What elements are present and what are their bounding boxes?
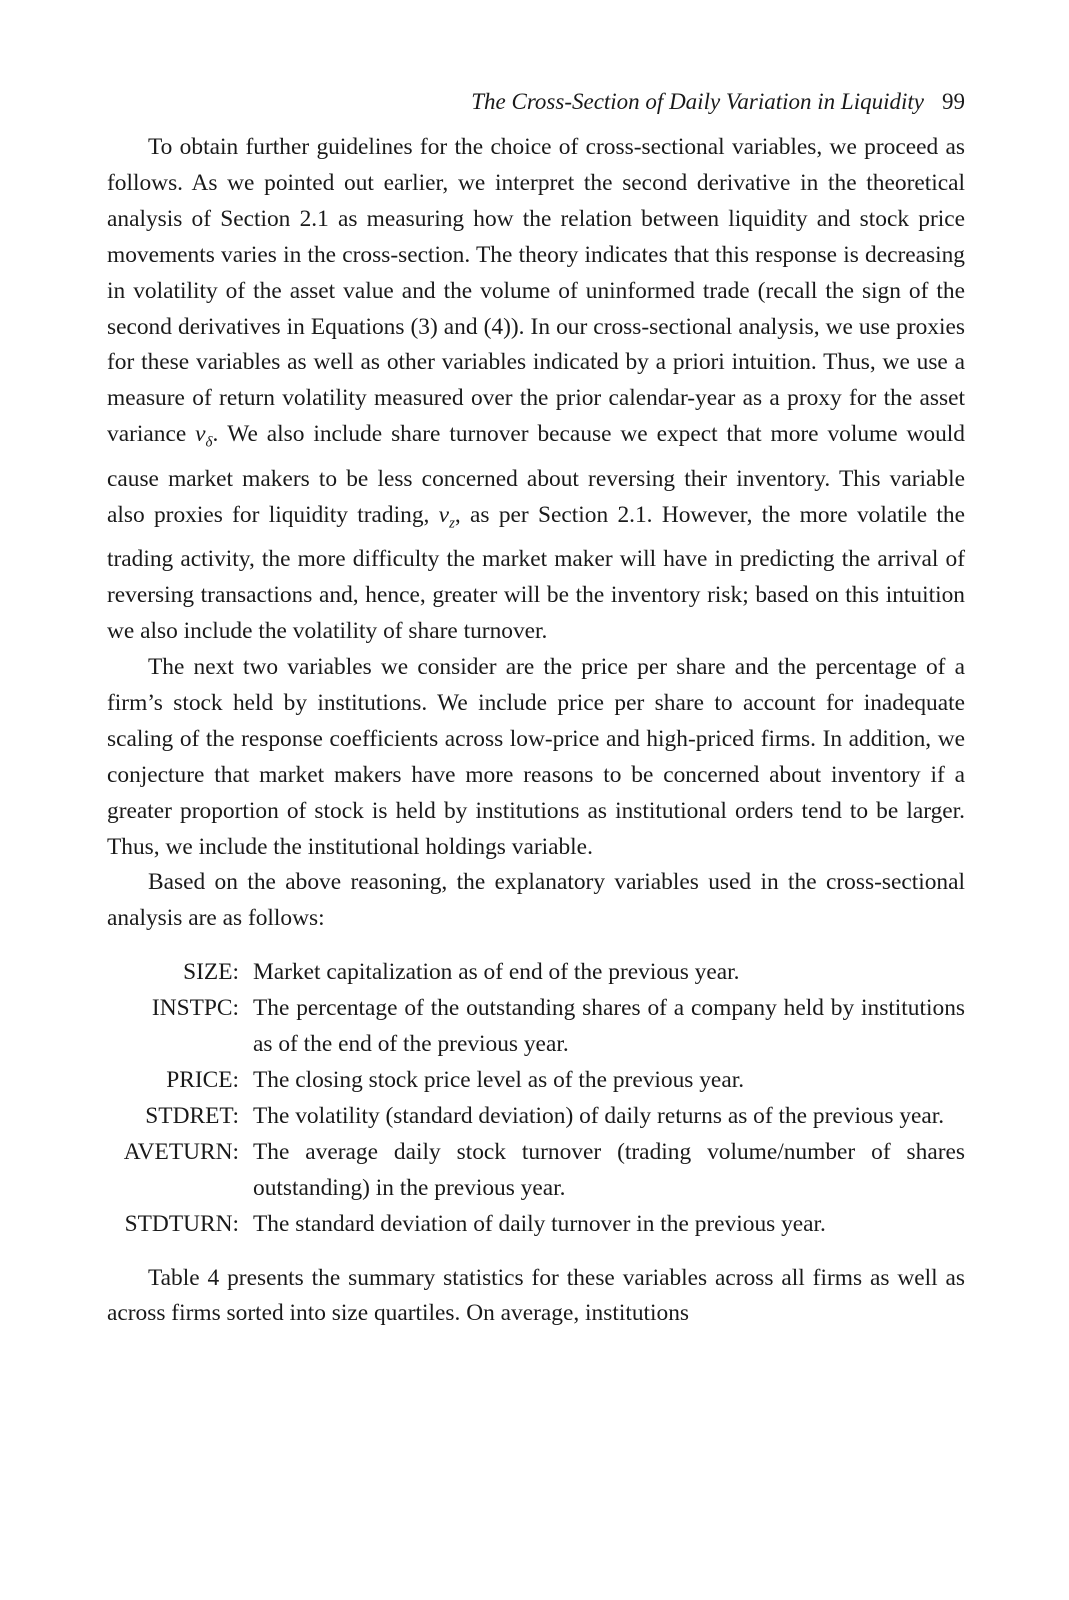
variable-row (107, 1063, 965, 1099)
variable-definition: Market capitalization as of end of the previous year. (253, 959, 740, 986)
variable-name: AVETURN: (123, 1138, 239, 1165)
math-v-delta: $v_\delta$ (195, 421, 213, 451)
variable-definition-list (107, 955, 965, 1242)
running-title: The Cross-Section of Daily Variation in Liquidity (471, 89, 924, 114)
variable-definition: The percentage of the outstanding shares of a company held by institutions as of the end of the previous year. (253, 995, 965, 1058)
variable-definition: The closing stock price level as of the previous year. (253, 1067, 745, 1093)
variable-name: PRICE: (166, 1067, 239, 1093)
paragraph-1-text-a: To obtain further guidelines for the choice of cross-sectional variables, we proceed as follows. As we pointed out earlier, we interpret the second derivative in the theoretical analysis of Section 2.1 as measuring how the relation between liquidity and stock price movements varies in the cross-section. The theory indicates that this response is decreasing in volatility of the asset value and the volume of uninformed trade (recall the sign of the second derivatives in Equations (3) and (4)). In our cross-sectional analysis, we use proxies for these variables as well as other variables indicated by a priori intuition. Thus, we use a measure of return volatility measured over the prior calendar-year as a proxy for the asset variance (107, 134, 965, 448)
variable-row (107, 991, 965, 1063)
running-header (107, 86, 965, 118)
variable-name: STDTURN: (124, 1210, 239, 1237)
variable-definition: The volatility (standard deviation) of daily returns as of the previous year. (253, 1102, 945, 1129)
variable-row (107, 955, 965, 991)
variable-row (107, 1135, 965, 1207)
variable-definition: The average daily stock turnover (trading volume/number of shares outstanding) in the previous year. (253, 1138, 965, 1201)
variable-definition: The standard deviation of daily turnover in the previous year. (253, 1210, 826, 1237)
paragraph-1 (107, 130, 965, 650)
paragraph-1-text-b: . We also include share turnover because we expect that more volume would cause market makers to be less concerned about reversing their inventory. This variable also proxies for liquidity trading, (107, 421, 966, 528)
paragraph-3: Based on the above reasoning, the explanatory variables used in the cross-sectional analysis are as follows: (107, 869, 965, 932)
variable-name: SIZE: (183, 959, 239, 986)
paragraph-2: The next two variables we consider are the price per share and the percentage of a firm’s stock held by institutions. We include price per share to account for inadequate scaling of the response coefficients across low-price and high-priced firms. In addition, we conjecture that market makers have more reasons to be concerned about inventory if a greater proportion of stock is held by institutions as institutional orders tend to be larger. Thus, we include the institutional holdings variable. (107, 654, 965, 860)
variable-name: INSTPC: (151, 995, 239, 1022)
variable-row (107, 1207, 965, 1243)
page-number: 99 (942, 89, 965, 114)
math-v-z: $v_z$ (438, 501, 455, 532)
variable-name: STDRET: (145, 1102, 239, 1129)
paragraph-4: Table 4 presents the summary statistics for these variables across all firms as well as across firms sorted into size quartiles. On average, institutions (107, 1264, 965, 1327)
paragraph-1-text-c: , as per Section 2.1. However, the more volatile the trading activity, the more difficulty the market maker will have in predicting the arrival of reversing transactions and, hence, greater will be the inventory risk; based on this intuition we also include the volatility of share turnover. (107, 501, 965, 645)
page (107, 86, 965, 1332)
variable-row (107, 1099, 965, 1135)
